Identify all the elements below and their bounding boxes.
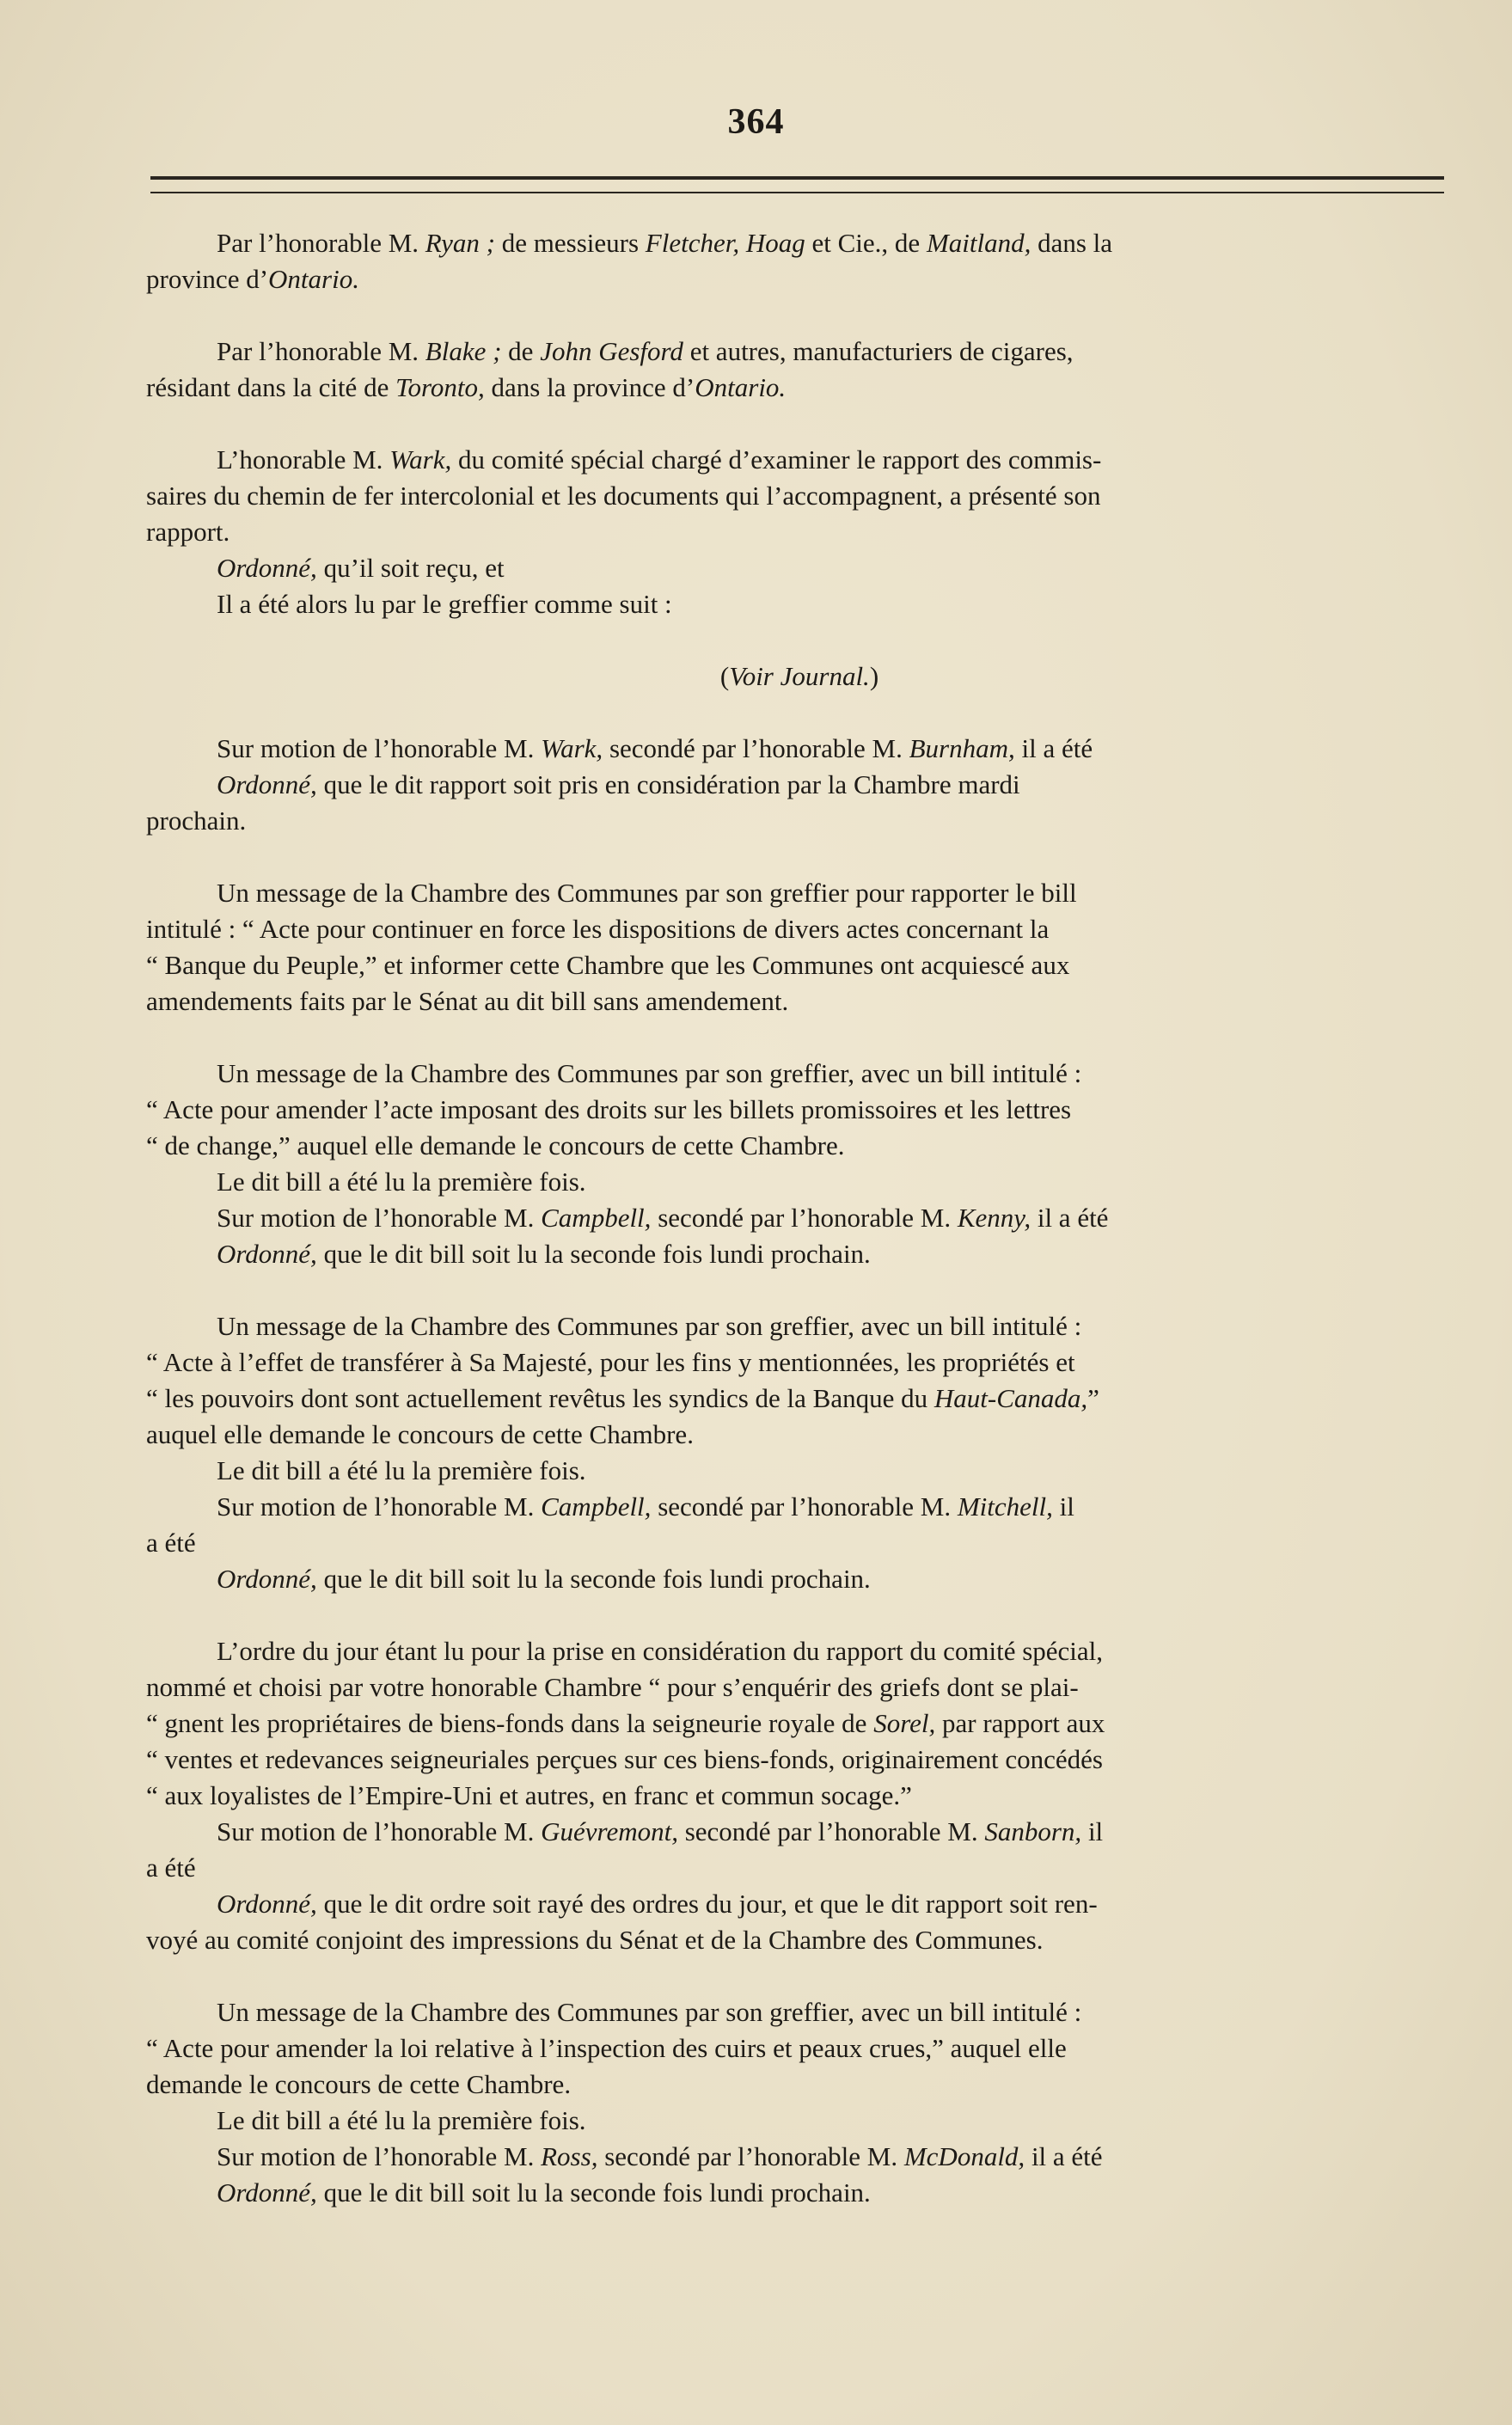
text-line bbox=[146, 1417, 1453, 1453]
text-run: ” bbox=[1087, 1383, 1099, 1413]
text-run: “ de change,” auquel elle demande le concours de cette Chambre. bbox=[146, 1130, 845, 1160]
text-run: il bbox=[1052, 1491, 1074, 1522]
italic-run: Haut-Canada, bbox=[934, 1383, 1088, 1413]
text-line bbox=[146, 478, 1453, 514]
paragraph bbox=[146, 1308, 1453, 1597]
text-run: “ gnent les propriétaires de biens-fonds dans la seigneurie royale de bbox=[146, 1708, 874, 1738]
text-line bbox=[146, 947, 1453, 983]
text-run: que le dit rapport soit pris en considération par la Chambre mardi bbox=[316, 769, 1020, 799]
text-line bbox=[146, 1128, 1453, 1164]
text-line bbox=[146, 1489, 1453, 1525]
text-run: Un message de la Chambre des Communes par son greffier, avec un bill intitulé : bbox=[217, 1997, 1082, 2027]
text-line bbox=[146, 1092, 1453, 1128]
text-line bbox=[146, 1850, 1453, 1886]
italic-run: Ontario. bbox=[268, 264, 359, 294]
text-line bbox=[146, 803, 1453, 839]
text-run: Sur motion de l’honorable M. bbox=[217, 1816, 542, 1846]
italic-run: Mitchell, bbox=[957, 1491, 1053, 1522]
italic-run: Wark, bbox=[389, 444, 452, 475]
text-line bbox=[146, 1381, 1453, 1417]
text-line bbox=[146, 658, 1453, 695]
italic-run: Ordonné, bbox=[217, 553, 317, 583]
text-run: Sur motion de l’honorable M. bbox=[217, 733, 542, 763]
text-run: Un message de la Chambre des Communes par son greffier, avec un bill intitulé : bbox=[217, 1058, 1082, 1088]
italic-run: Wark, bbox=[541, 733, 603, 763]
text-run: “ aux loyalistes de l’Empire-Uni et autres, en franc et commun socage.” bbox=[146, 1780, 912, 1810]
italic-run: McDonald, bbox=[903, 2141, 1025, 2171]
text-run: province d’ bbox=[146, 264, 269, 294]
text-line bbox=[146, 1705, 1453, 1742]
text-run: Un message de la Chambre des Communes par son greffier, avec un bill intitulé : bbox=[217, 1311, 1082, 1341]
italic-run: Guévremont, bbox=[541, 1816, 678, 1846]
text-run: ( bbox=[719, 661, 730, 691]
italic-run: Kenny, bbox=[957, 1203, 1031, 1233]
text-run: Sur motion de l’honorable M. bbox=[217, 1491, 542, 1522]
text-line bbox=[146, 1525, 1453, 1561]
text-line bbox=[146, 983, 1453, 1020]
text-run: demande le concours de cette Chambre. bbox=[146, 2069, 572, 2099]
text-line bbox=[146, 370, 1453, 406]
text-run: Un message de la Chambre des Communes par son greffier pour rapporter le bill bbox=[217, 878, 1077, 908]
text-run: “ Acte à l’effet de transférer à Sa Majesté, pour les fins y mentionnées, les propriétés et bbox=[146, 1347, 1075, 1377]
text-run: il a été bbox=[1014, 733, 1093, 763]
text-run: que le dit bill soit lu la seconde fois lundi prochain. bbox=[316, 1239, 871, 1269]
text-run: dans la bbox=[1031, 228, 1113, 258]
text-run: rapport. bbox=[146, 517, 230, 547]
text-line bbox=[146, 1886, 1453, 1922]
text-run: “ les pouvoirs dont sont actuellement revêtus les syndics de la Banque du bbox=[146, 1383, 934, 1413]
text-run: amendements faits par le Sénat au dit bill sans amendement. bbox=[146, 986, 789, 1016]
italic-run: Fletcher, bbox=[645, 228, 740, 258]
italic-run: Ordonné, bbox=[217, 2177, 317, 2208]
text-line bbox=[146, 1164, 1453, 1200]
text-run: secondé par l’honorable M. bbox=[603, 733, 909, 763]
text-line bbox=[146, 442, 1453, 478]
text-run: prochain. bbox=[146, 805, 247, 836]
italic-run: Ordonné, bbox=[217, 1564, 317, 1594]
text-run: que le dit ordre soit rayé des ordres du jour, et que le dit rapport soit ren- bbox=[316, 1889, 1098, 1919]
text-run: dans la province d’ bbox=[484, 372, 695, 402]
header-rule-thin bbox=[150, 192, 1444, 193]
italic-run: Hoag bbox=[745, 228, 805, 258]
italic-run: Sanborn, bbox=[984, 1816, 1082, 1846]
paragraph bbox=[146, 875, 1453, 1020]
text-line bbox=[146, 2139, 1453, 2175]
text-line bbox=[146, 1453, 1453, 1489]
italic-run: John Gesford bbox=[540, 336, 683, 366]
text-line bbox=[146, 2067, 1453, 2103]
text-run: de bbox=[501, 336, 541, 366]
text-line bbox=[146, 586, 1453, 622]
page-number: 364 bbox=[727, 102, 785, 142]
text-line bbox=[146, 1056, 1453, 1092]
text-line bbox=[146, 1561, 1453, 1597]
text-line bbox=[146, 1778, 1453, 1814]
paragraph bbox=[146, 225, 1453, 297]
text-run: a été bbox=[146, 1852, 196, 1883]
text-line bbox=[146, 2030, 1453, 2067]
text-line bbox=[146, 550, 1453, 586]
text-run: que le dit bill soit lu la seconde fois lundi prochain. bbox=[316, 2177, 871, 2208]
text-run: il a été bbox=[1025, 2141, 1103, 2171]
text-run: Sur motion de l’honorable M. bbox=[217, 1203, 542, 1233]
text-run: auquel elle demande le concours de cette Chambre. bbox=[146, 1419, 694, 1449]
text-line bbox=[146, 1742, 1453, 1778]
text-run: Le dit bill a été lu la première fois. bbox=[217, 2105, 586, 2135]
text-run: Il a été alors lu par le greffier comme suit : bbox=[217, 589, 672, 619]
text-line bbox=[146, 767, 1453, 803]
italic-run: Sorel, bbox=[873, 1708, 936, 1738]
text-run: L’ordre du jour étant lu pour la prise en considération du rapport du comité spécial, bbox=[217, 1636, 1104, 1666]
text-line bbox=[146, 514, 1453, 550]
text-run: du comité spécial chargé d’examiner le rapport des commis- bbox=[451, 444, 1102, 475]
text-run: et autres, manufacturiers de cigares, bbox=[683, 336, 1074, 366]
document-body bbox=[146, 225, 1453, 2247]
italic-run: Campbell, bbox=[541, 1491, 652, 1522]
text-run: Par l’honorable M. bbox=[217, 228, 425, 258]
text-run: secondé par l’honorable M. bbox=[597, 2141, 904, 2171]
text-run: nommé et choisi par votre honorable Chambre “ pour s’enquérir des griefs dont se plai- bbox=[146, 1672, 1079, 1702]
text-run: a été bbox=[146, 1528, 196, 1558]
text-line bbox=[146, 1669, 1453, 1705]
text-line bbox=[146, 225, 1453, 261]
italic-run: Burnham, bbox=[909, 733, 1015, 763]
text-line bbox=[146, 2175, 1453, 2211]
text-line bbox=[146, 261, 1453, 297]
italic-run: Ross, bbox=[541, 2141, 598, 2171]
italic-run: Maitland, bbox=[926, 228, 1031, 258]
text-line bbox=[146, 1344, 1453, 1381]
text-run: par rapport aux bbox=[935, 1708, 1105, 1738]
text-run: “ Acte pour amender l’acte imposant des droits sur les billets promissoires et les lettres bbox=[146, 1094, 1072, 1124]
text-line bbox=[146, 334, 1453, 370]
text-run: voyé au comité conjoint des impressions du Sénat et de la Chambre des Communes. bbox=[146, 1925, 1044, 1955]
paragraph bbox=[146, 334, 1453, 406]
text-run: “ Acte pour amender la loi relative à l’inspection des cuirs et peaux crues,” auquel elle bbox=[146, 2033, 1067, 2063]
text-run: résidant dans la cité de bbox=[146, 372, 396, 402]
text-run: secondé par l’honorable M. bbox=[677, 1816, 985, 1846]
text-line bbox=[146, 1200, 1453, 1236]
italic-run: Toronto, bbox=[395, 372, 485, 402]
text-run: ) bbox=[869, 661, 879, 691]
paragraph bbox=[146, 731, 1453, 839]
text-line bbox=[146, 1994, 1453, 2030]
text-line bbox=[146, 1633, 1453, 1669]
italic-run: Ordonné, bbox=[217, 1239, 317, 1269]
text-run: que le dit bill soit lu la seconde fois lundi prochain. bbox=[316, 1564, 871, 1594]
text-run: “ Banque du Peuple,” et informer cette Chambre que les Communes ont acquiescé aux bbox=[146, 950, 1070, 980]
text-run: Le dit bill a été lu la première fois. bbox=[217, 1167, 586, 1197]
paragraph bbox=[146, 658, 1453, 695]
text-line bbox=[146, 1922, 1453, 1958]
italic-run: Campbell, bbox=[541, 1203, 652, 1233]
text-run: L’honorable M. bbox=[217, 444, 390, 475]
paragraph bbox=[146, 442, 1453, 622]
text-line bbox=[146, 1308, 1453, 1344]
text-line bbox=[146, 1236, 1453, 1272]
text-run: qu’il soit reçu, et bbox=[316, 553, 505, 583]
text-run: Le dit bill a été lu la première fois. bbox=[217, 1455, 586, 1485]
text-run: secondé par l’honorable M. bbox=[651, 1203, 958, 1233]
text-run: Sur motion de l’honorable M. bbox=[217, 2141, 542, 2171]
paragraph bbox=[146, 1994, 1453, 2211]
text-line bbox=[146, 911, 1453, 947]
italic-run: Ryan ; bbox=[425, 228, 495, 258]
text-run: secondé par l’honorable M. bbox=[651, 1491, 958, 1522]
paragraph bbox=[146, 1633, 1453, 1958]
italic-run: Ordonné, bbox=[217, 1889, 317, 1919]
italic-run: Ontario. bbox=[695, 372, 787, 402]
italic-run: Ordonné, bbox=[217, 769, 317, 799]
text-run: de messieurs bbox=[495, 228, 646, 258]
header-rule-thick bbox=[150, 176, 1444, 180]
text-run: saires du chemin de fer intercolonial et les documents qui l’accompagnent, a présenté son bbox=[146, 481, 1101, 511]
text-run bbox=[739, 228, 746, 258]
text-line bbox=[146, 875, 1453, 911]
text-line bbox=[146, 2103, 1453, 2139]
italic-run: Voir Journal. bbox=[729, 661, 870, 691]
italic-run: Blake ; bbox=[425, 336, 502, 366]
text-run: il bbox=[1081, 1816, 1104, 1846]
text-run: intitulé : “ Acte pour continuer en force les dispositions de divers actes concernant la bbox=[146, 914, 1050, 944]
paragraph bbox=[146, 1056, 1453, 1272]
text-run: et Cie., de bbox=[805, 228, 927, 258]
text-line bbox=[146, 1814, 1453, 1850]
text-run: il a été bbox=[1031, 1203, 1109, 1233]
text-line bbox=[146, 731, 1453, 767]
text-run: “ ventes et redevances seigneuriales perçues sur ces biens-fonds, originairement concédés bbox=[146, 1744, 1103, 1774]
text-run: Par l’honorable M. bbox=[217, 336, 425, 366]
